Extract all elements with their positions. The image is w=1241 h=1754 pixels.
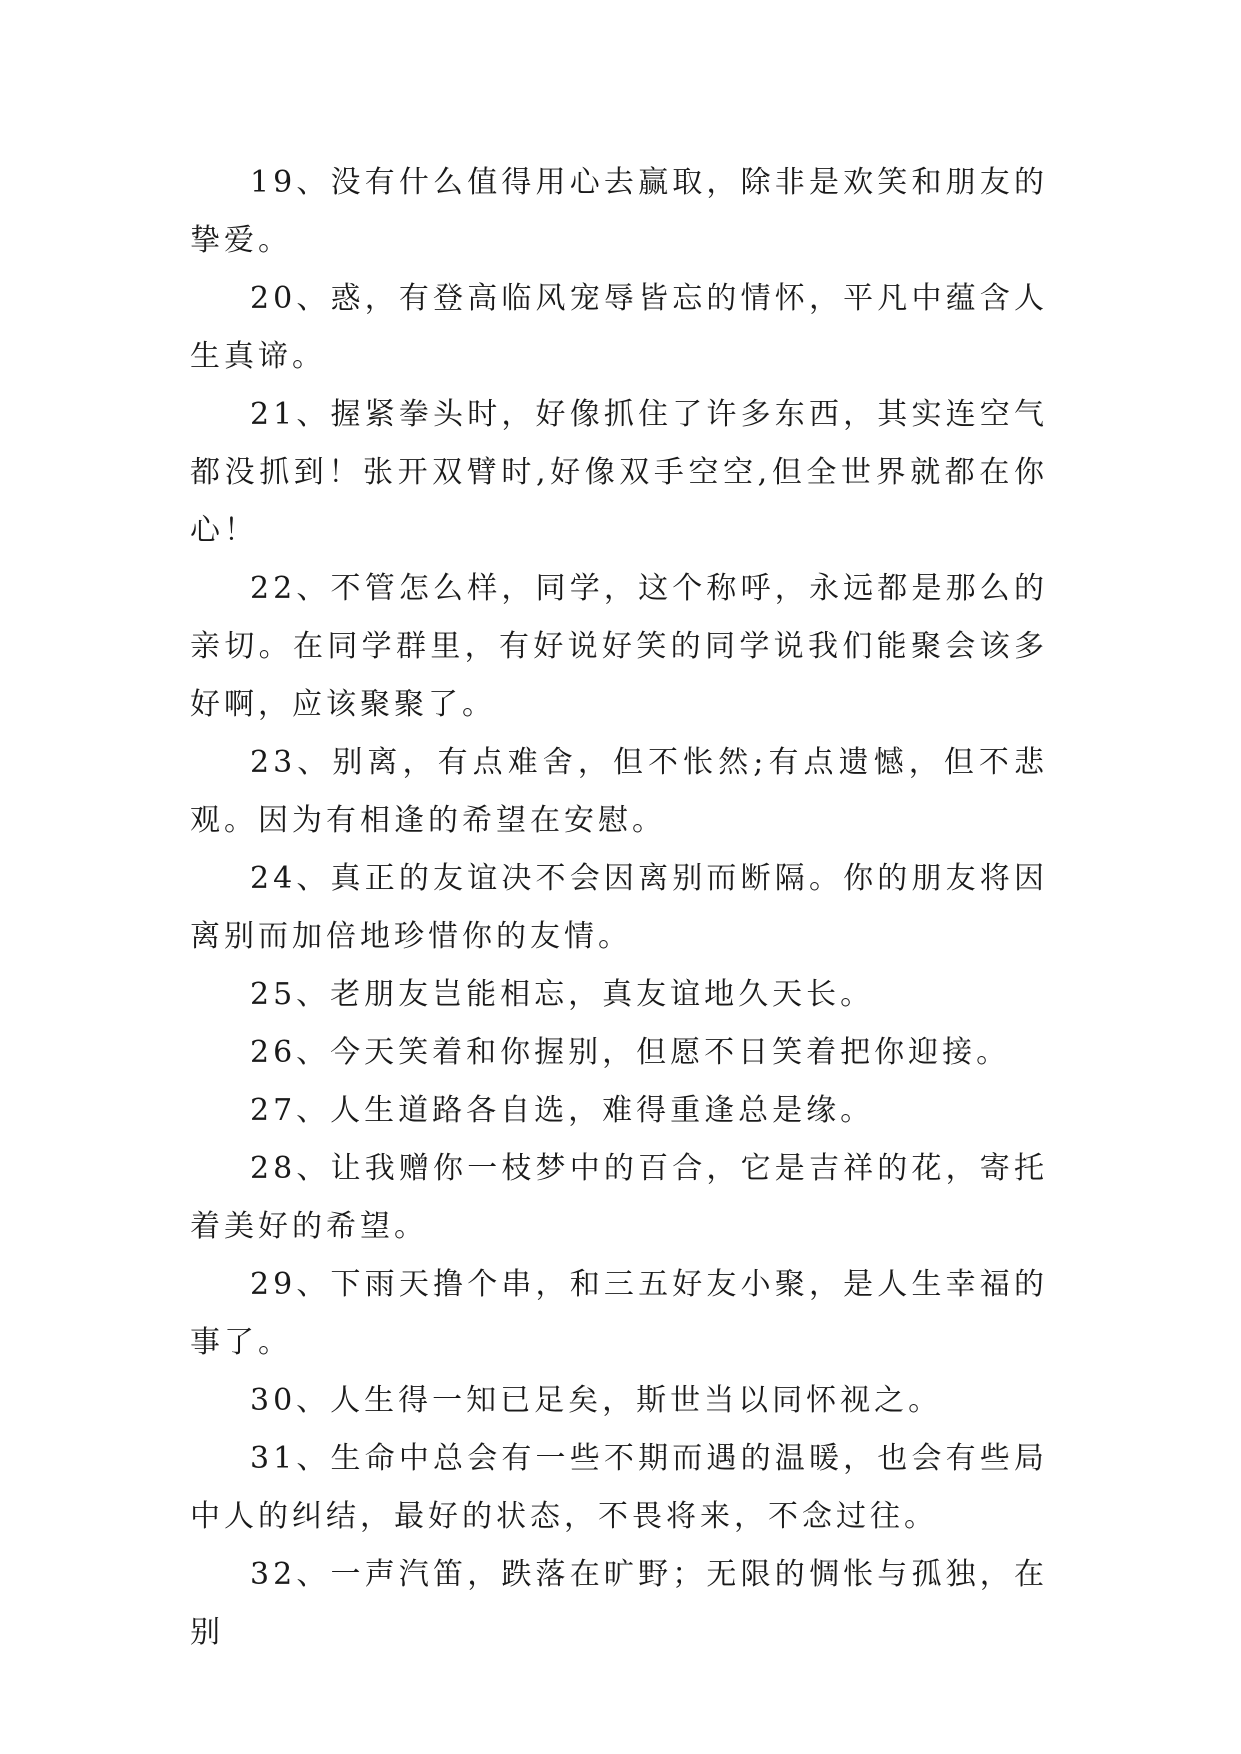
paragraph-28: 28、让我赠你一枝梦中的百合，它是吉祥的花，寄托着美好的希望。 [190,1151,1048,1244]
paragraph-19: 19、没有什么值得用心去赢取，除非是欢笑和朋友的挚爱。 [190,165,1048,258]
paragraph-25: 25、老朋友岂能相忘，真友谊地久天长。 [250,977,875,1012]
paragraph-20: 20、惑，有登高临风宠辱皆忘的情怀，平凡中蕴含人生真谛。 [190,281,1048,374]
paragraph-31: 31、生命中总会有一些不期而遇的温暖，也会有些局中人的纠结，最好的状态，不畏将来，不念过往。 [190,1441,1048,1534]
paragraph-24: 24、真正的友谊决不会因离别而断隔。你的朋友将因离别而加倍地珍惜你的友情。 [190,861,1048,954]
paragraph-21: 21、握紧拳头时，好像抓住了许多东西，其实连空气都没抓到！张开双臂时,好像双手空空,但全世界就都在你心！ [190,397,1048,548]
paragraph-29: 29、下雨天撸个串，和三五好友小聚，是人生幸福的事了。 [190,1267,1048,1360]
paragraph-27: 27、人生道路各自选，难得重逢总是缘。 [250,1093,875,1128]
paragraph-23: 23、别离，有点难舍，但不怅然;有点遗憾，但不悲观。因为有相逢的希望在安慰。 [190,745,1048,838]
paragraph-26: 26、今天笑着和你握别，但愿不日笑着把你迎接。 [250,1035,1011,1070]
document-body [190,154,1048,1662]
paragraph-32: 32、一声汽笛，跌落在旷野；无限的惆怅与孤独，在别 [190,1557,1048,1650]
paragraph-22: 22、不管怎么样，同学，这个称呼，永远都是那么的亲切。在同学群里，有好说好笑的同学说我们能聚会该多好啊，应该聚聚了。 [190,571,1048,722]
paragraph-30: 30、人生得一知已足矣，斯世当以同怀视之。 [250,1383,943,1418]
